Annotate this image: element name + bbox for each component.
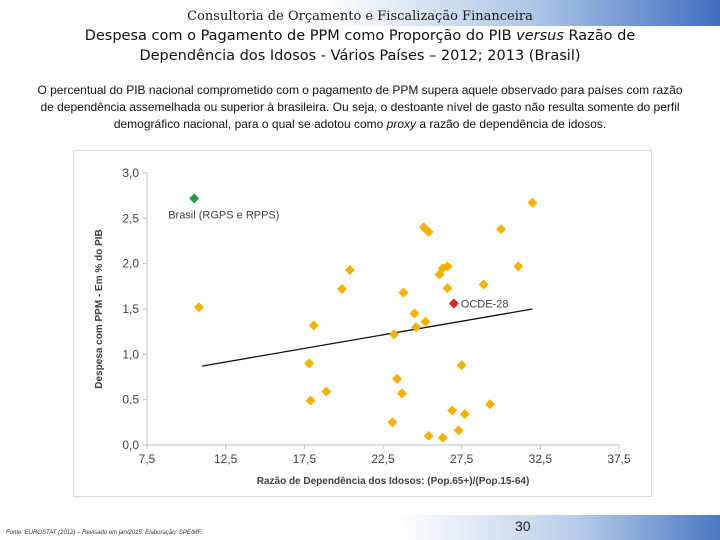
- x-tick-label: 22,5: [371, 452, 395, 466]
- x-tick-label: 27,5: [449, 452, 474, 466]
- country-point: [513, 261, 523, 271]
- trend-line: [202, 309, 532, 366]
- country-point: [420, 317, 430, 327]
- country-point: [392, 374, 402, 384]
- source-note: Fonte: EUROSTAT (2012) – Revisado em jan/2015. Elaboração: SPE/MF.: [6, 530, 203, 536]
- country-point: [457, 360, 467, 370]
- chart-svg: [74, 151, 651, 496]
- paragraph-part2: a razão de dependência de idosos.: [416, 117, 607, 131]
- country-point: [443, 283, 453, 293]
- country-point: [409, 309, 419, 319]
- country-point: [306, 396, 316, 406]
- y-axis-title: Despesa com PPM - Em % do PIB: [94, 229, 105, 389]
- y-tick-label: 1,5: [122, 302, 139, 316]
- country-point: [485, 399, 495, 409]
- country-point: [411, 322, 421, 332]
- ocde-point: [449, 299, 459, 309]
- country-point: [454, 425, 464, 435]
- country-point: [389, 329, 399, 339]
- country-point: [424, 431, 434, 441]
- country-point: [397, 388, 407, 398]
- slide-paragraph: [30, 82, 690, 133]
- country-point: [438, 433, 448, 443]
- country-point: [337, 284, 347, 294]
- brasil-label: Brasil (RGPS e RPPS): [168, 209, 280, 222]
- y-tick-label: 2,0: [122, 256, 139, 271]
- paragraph-italic: proxy: [386, 117, 417, 131]
- slide-title: [40, 26, 680, 66]
- country-point: [345, 265, 355, 275]
- page-number: 30: [515, 518, 531, 534]
- x-tick-label: 37,5: [607, 452, 631, 466]
- country-point: [447, 406, 457, 416]
- slide-title-part1: Despesa com o Pagamento de PPM como Proporção do PIB: [84, 28, 517, 44]
- country-point: [309, 320, 319, 330]
- country-point: [460, 409, 470, 419]
- header-title: Consultoria de Orçamento e Fiscalização Financeira: [187, 9, 533, 24]
- x-axis-title: Razão de Dependência dos Idosos: (Pop.65+)/(Pop.15-64): [256, 476, 530, 487]
- y-tick-label: 3,0: [122, 166, 139, 180]
- ocde-label: OCDE-28: [460, 298, 509, 311]
- country-point: [387, 417, 397, 427]
- brasil-point: [189, 193, 199, 203]
- slide-title-part2: Razão de Dependência dos Idosos - Vários Países – 2012; 2013 (Brasil): [139, 28, 636, 64]
- country-point: [398, 288, 408, 298]
- y-tick-label: 0,0: [122, 438, 139, 452]
- footer-band: [0, 515, 720, 540]
- x-tick-label: 7,5: [138, 452, 156, 466]
- x-tick-label: 12,5: [213, 452, 238, 466]
- country-point: [194, 302, 204, 312]
- paragraph-part1: O percentual do PIB nacional comprometido com o pagamento de PPM supera aquele observado para países com razão de dependência assemelhada ou superior à brasileira. Ou seja, o destoante nível de gasto não resulta somente do perfil demográfico nacional, para o qual se adotou como: [37, 83, 683, 131]
- country-point: [527, 198, 537, 208]
- y-tick-label: 2,5: [122, 211, 139, 226]
- x-tick-label: 17,5: [292, 452, 317, 466]
- country-point: [496, 224, 506, 234]
- y-tick-label: 1,0: [122, 347, 139, 362]
- slide-title-italic: versus: [516, 28, 564, 44]
- country-point: [304, 358, 314, 368]
- y-tick-label: 0,5: [122, 392, 139, 407]
- x-tick-label: 32,5: [528, 452, 553, 466]
- country-point: [479, 280, 489, 290]
- scatter-chart: [73, 150, 652, 497]
- country-point: [321, 387, 331, 397]
